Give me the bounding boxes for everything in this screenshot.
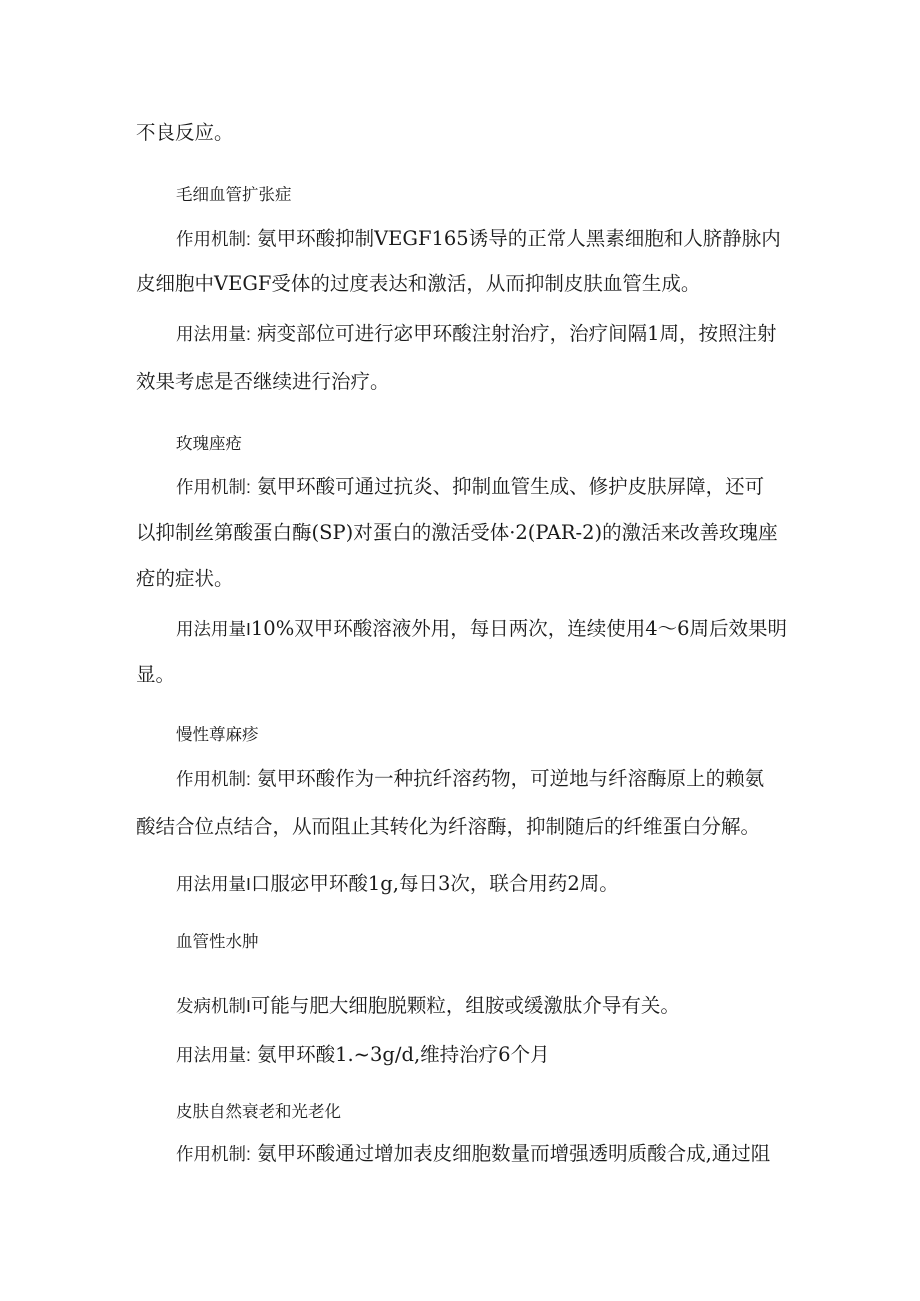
paragraph-text: 氨甲环酸1.~3g∕d,维持治疗6个月 [250,1043,550,1066]
text-line [176,993,680,1019]
paragraph-text: 氨甲环酸通过增加表皮细胞数量而增强透明质酸合成,通过阻 [250,1142,771,1165]
text-line [176,766,764,792]
heading-text: 皮肤自然衰老和光老化 [176,1103,341,1121]
text-line [136,566,234,592]
paragraph-text: 效果考虑是否继续进行治疗。 [136,370,390,393]
text-line [136,520,778,546]
heading-text: 慢性尊麻疹 [176,726,259,744]
paragraph-text: 病变部位可进行宓甲环酸注射治疗，治疗间隔1周，按照注射 [250,322,777,345]
text-line [136,662,175,688]
text-line [176,871,619,897]
field-label: 作用机制: [176,769,251,789]
text-line [176,474,764,500]
field-label: 作用机制: [176,229,251,249]
text-line [176,1141,770,1167]
text-line [176,321,776,347]
text-line [176,226,781,252]
field-label: 用法用量: [176,1045,251,1065]
paragraph-text: 可能与肥大细胞脱颗粒，组胺或缓激肽介导有关。 [250,994,680,1017]
text-line [136,814,760,840]
heading-text: 血管性水肿 [176,933,259,951]
section-heading [176,182,292,208]
section-heading [176,1099,341,1125]
paragraph-text: 皮细胞中VEGF受体的过度表达和激活，从而抑制皮肤血管生成。 [136,272,701,295]
field-label: 用法用量I [176,619,251,639]
field-label: 作用机制: [176,1144,251,1164]
paragraph-text: 10%双甲环酸溶液外用，每日两次，连续使用4～6周后效果明 [250,617,788,640]
text-line [136,120,234,146]
text-line [176,1042,550,1068]
heading-text: 玫瑰座疮 [176,435,242,453]
field-label: 用法用量I [176,874,251,894]
paragraph-text: 以抑制丝第酸蛋白酶(SP)对蛋白的激活受体·2(PAR-2)的激活来改善玫瑰座 [136,521,778,544]
text-line [176,616,787,642]
text-line [136,271,700,297]
paragraph-text: 口服宓甲环酸1g,每日3次，联合用药2周。 [250,872,619,895]
section-heading [176,431,242,457]
field-label: 作用机制: [176,477,251,497]
paragraph-text: 不良反应。 [136,121,234,144]
paragraph-text: 显。 [136,663,176,686]
paragraph-text: 氨甲环酸作为一种抗纤溶药物，可逆地与纤溶酶原上的赖氨 [250,767,765,790]
paragraph-text: 酸结合位点结合，从而阻止其转化为纤溶酶，抑制随后的纤维蛋白分解。 [136,815,761,838]
heading-text: 毛细血管扩张症 [176,186,292,204]
field-label: 用法用量: [176,324,251,344]
paragraph-text: 氨甲环酸抑制VEGF165诱导的正常人黑素细胞和人脐静脉内 [250,227,781,250]
field-label: 发病机制I [176,996,251,1016]
paragraph-text: 氨甲环酸可通过抗炎、抑制血管生成、修护皮肤屏障，还可 [250,475,765,498]
section-heading [176,722,259,748]
paragraph-text: 疮的症状。 [136,567,234,590]
section-heading [176,929,259,955]
text-line [136,369,390,395]
